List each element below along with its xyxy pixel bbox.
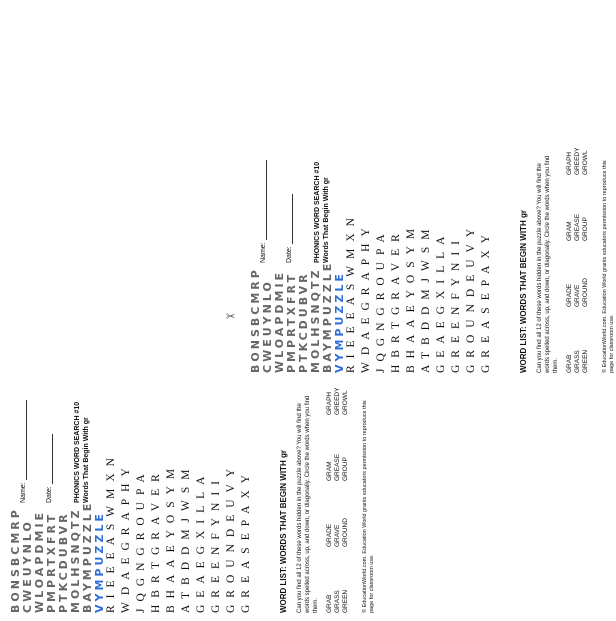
subtitle-text: Words That Begin With gr bbox=[83, 417, 90, 503]
name-line[interactable] bbox=[266, 160, 267, 240]
word: GRAB bbox=[326, 594, 333, 613]
title-text: PHONICS WORD SEARCH #10 bbox=[74, 401, 81, 503]
worksheet-copy-2 bbox=[240, 0, 615, 381]
word: GRAPH bbox=[326, 391, 333, 415]
name-field[interactable] bbox=[20, 400, 27, 503]
logo-row: PMPRTXFRT bbox=[45, 511, 58, 613]
word: GROUP bbox=[582, 217, 589, 241]
word-list-title: WORD LIST: WORDS THAT BEGIN WITH gr bbox=[279, 450, 288, 613]
word: GRADE bbox=[566, 283, 573, 307]
grid-row: JQGNGROUPA bbox=[375, 227, 387, 373]
logo-row: WLOAPDMIE bbox=[33, 509, 46, 613]
date-line[interactable] bbox=[52, 434, 53, 484]
copyright-footer: © EducationWorld.com. Education World grants educators permission to reproduce this page for classroom use. bbox=[362, 400, 375, 613]
logo-row: WLOAPDMIE bbox=[273, 269, 286, 373]
date-line[interactable] bbox=[292, 194, 293, 244]
grid-row: BHAAEYOSYM bbox=[165, 461, 177, 613]
date-label: Date: bbox=[286, 246, 293, 263]
date-field[interactable] bbox=[286, 194, 293, 263]
worksheet-title bbox=[73, 402, 91, 503]
word: GREEN bbox=[342, 589, 349, 613]
word: GROUND bbox=[342, 518, 349, 547]
word: GRASS bbox=[334, 590, 341, 613]
date-label: Date: bbox=[46, 486, 53, 503]
grid-row: BHAAEYOSYM bbox=[405, 221, 417, 373]
grid-row: RIEEEASWMXN bbox=[345, 211, 357, 373]
scissors-icon: ✂ bbox=[226, 311, 236, 323]
logo-row: VYMPUZZLE bbox=[333, 271, 346, 373]
word-list-instructions: Can you find all 12 of these words hidden in the puzzle above? You will find the words spelled across, up, and down, or diagonally. Circle the words when you find them. bbox=[297, 395, 319, 613]
grid-row: GEAEGXILLA bbox=[435, 229, 447, 373]
logo-row: VYMPUZZLE bbox=[93, 511, 106, 613]
logo-row: BAYMPUZZLE bbox=[321, 260, 334, 373]
grid-row: ATBDDMJWSM bbox=[420, 222, 432, 373]
word: GRAB bbox=[566, 354, 573, 373]
logo-row: PTKCDUBVR bbox=[297, 271, 310, 373]
grid-row: HBRTGRAVER bbox=[150, 467, 162, 613]
grid-row: WDAEGRAPHY bbox=[120, 461, 132, 613]
word: GRAM bbox=[566, 221, 573, 241]
grid-row: WDAEGRAPHY bbox=[360, 221, 372, 373]
name-label: Name: bbox=[20, 482, 27, 503]
logo-row: BAYMPUZZLE bbox=[81, 500, 94, 613]
word: GREEDY bbox=[334, 387, 341, 415]
letter-grid bbox=[344, 211, 494, 373]
word: GREASE bbox=[334, 453, 341, 481]
word: GROUND bbox=[582, 278, 589, 307]
puzzle-logo bbox=[10, 501, 106, 613]
word-list-title: WORD LIST: WORDS THAT BEGIN WITH gr bbox=[519, 210, 528, 373]
word: GRAVE bbox=[334, 524, 341, 547]
grid-row: GREENFYNII bbox=[450, 234, 462, 373]
logo-row: PMPRTXFRT bbox=[285, 271, 298, 373]
grid-row: JQGNGROUPA bbox=[135, 467, 147, 613]
word: GREEDY bbox=[574, 147, 581, 175]
word: GRADE bbox=[326, 523, 333, 547]
word: GRASS bbox=[574, 350, 581, 373]
logo-row: CWEUYNLO bbox=[261, 279, 274, 373]
word-list bbox=[566, 115, 590, 373]
grid-row: GREASEPAXY bbox=[480, 228, 492, 373]
logo-row: MOLHSNQTZ bbox=[69, 507, 82, 613]
grid-row: GROUNDEUVY bbox=[225, 461, 237, 613]
grid-row: GREASEPAXY bbox=[240, 468, 252, 613]
date-field[interactable] bbox=[46, 434, 53, 503]
name-label: Name: bbox=[260, 242, 267, 263]
word-list bbox=[326, 355, 350, 613]
grid-row: RIEEEASWMXN bbox=[105, 451, 117, 613]
grid-row: HBRTGRAVER bbox=[390, 227, 402, 373]
logo-row: BONSBCMRP bbox=[9, 507, 22, 613]
grid-row: ATBDDMJWSM bbox=[180, 462, 192, 613]
word: GROUP bbox=[342, 457, 349, 481]
word: GROWL bbox=[342, 390, 349, 415]
word-list-instructions: Can you find all 12 of these words hidden in the puzzle above? You will find the words spelled across, up, and down, or diagonally. Circle the words when you find them. bbox=[537, 155, 559, 373]
logo-row: MOLHSNQTZ bbox=[309, 267, 322, 373]
grid-row: GEAEGXILLA bbox=[195, 469, 207, 613]
grid-row: GREENFYNII bbox=[210, 474, 222, 613]
copyright-footer: © EducationWorld.com. Education World grants educators permission to reproduce this page for classroom use. bbox=[602, 160, 615, 373]
letter-grid bbox=[104, 451, 254, 613]
puzzle-logo bbox=[250, 261, 346, 373]
word: GREEN bbox=[582, 349, 589, 373]
subtitle-text: Words That Begin With gr bbox=[323, 177, 330, 263]
logo-row: BONSBCMRP bbox=[249, 267, 262, 373]
worksheet-title bbox=[313, 162, 331, 263]
word: GREASE bbox=[574, 213, 581, 241]
logo-row: PTKCDUBVR bbox=[57, 511, 70, 613]
word: GRAPH bbox=[566, 151, 573, 175]
word: GRAM bbox=[326, 461, 333, 481]
title-text: PHONICS WORD SEARCH #10 bbox=[314, 161, 321, 263]
grid-row: GROUNDEUVY bbox=[465, 221, 477, 373]
word: GRAVE bbox=[574, 284, 581, 307]
word: GROWL bbox=[582, 150, 589, 175]
name-field[interactable] bbox=[260, 160, 267, 263]
name-line[interactable] bbox=[26, 400, 27, 480]
logo-row: CWEUYNLO bbox=[21, 519, 34, 613]
